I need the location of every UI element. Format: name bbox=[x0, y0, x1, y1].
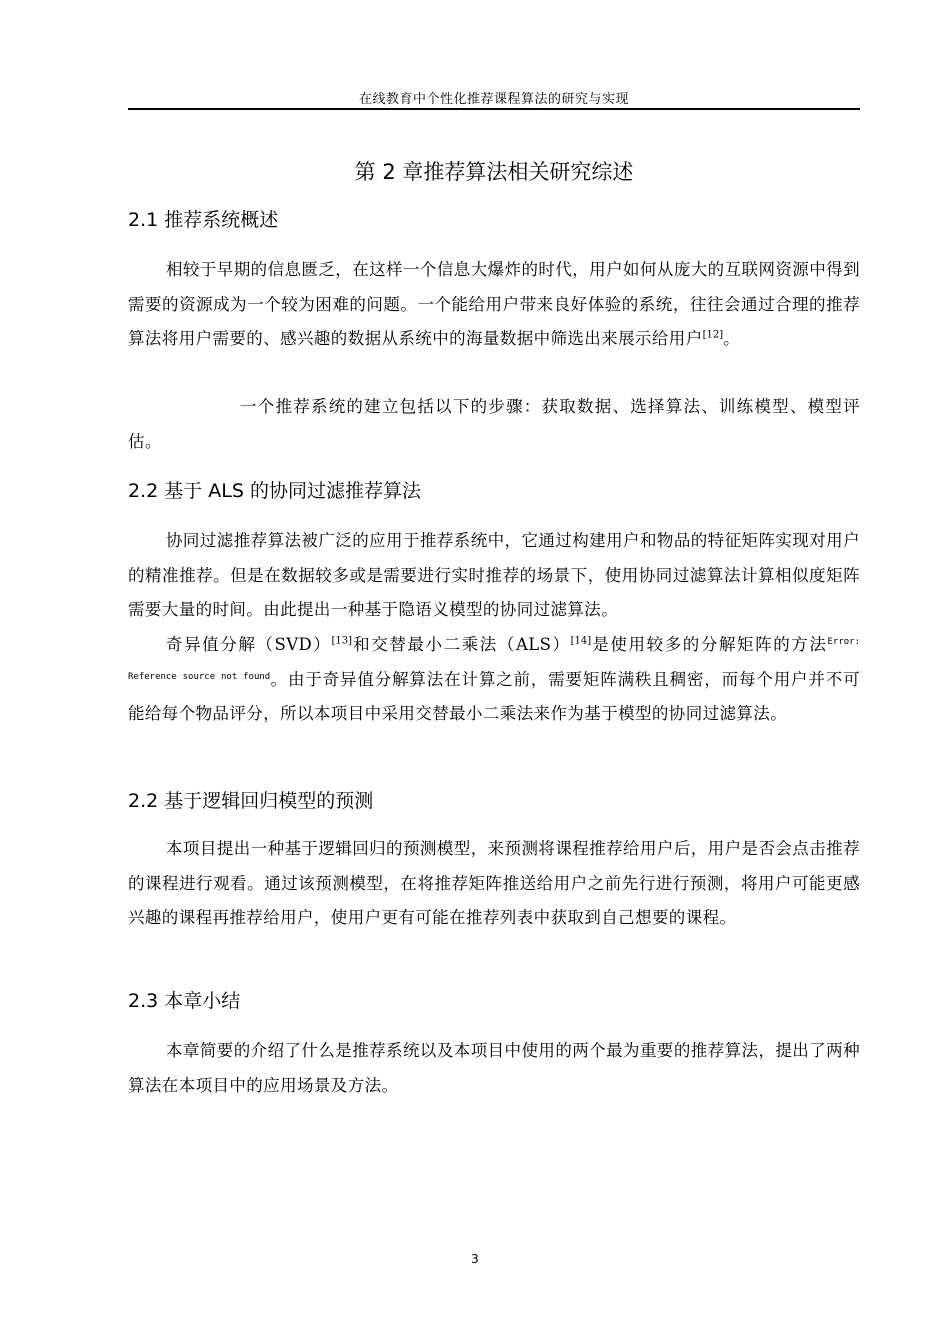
paragraph-text: 和交替最小二乘法（ALS） bbox=[351, 635, 571, 654]
citation-14: [14] bbox=[570, 635, 592, 647]
citation-12: [12] bbox=[702, 329, 724, 341]
section-heading-2-2-als: 2.2 基于 ALS 的协同过滤推荐算法 bbox=[128, 480, 421, 502]
section-heading-2-2-lr: 2.2 基于逻辑回归模型的预测 bbox=[128, 790, 374, 812]
paragraph-text: 相较于早期的信息匮乏，在这样一个信息大爆炸的时代，用户如何从庞大的互联网资源中得到需要的资源成为一个较为困难的问题。一个能给用户带来良好体验的系统，往往会通过合理的推荐算法将用户需要的、感兴趣的数据从系统中的海量数据中筛选出来展示给用户 bbox=[128, 260, 860, 348]
paragraph-intro bbox=[128, 253, 860, 357]
header-rule bbox=[128, 108, 860, 110]
paragraph-logistic-regression: 本项目提出一种基于逻辑回归的预测模型，来预测将课程推荐给用户后，用户是否会点击推荐的课程进行观看。通过该预测模型，在将推荐矩阵推送给用户之前先行进行预测，将用户可能更感兴趣的课程再推荐给用户，使用户更有可能在推荐列表中获取到自己想要的课程。 bbox=[128, 839, 860, 927]
paragraph-end: 。 bbox=[723, 329, 741, 348]
paragraph-svd-als bbox=[128, 628, 860, 732]
paragraph-steps: 一个推荐系统的建立包括以下的步骤：获取数据、选择算法、训练模型、模型评估。 bbox=[128, 397, 860, 451]
section-heading-2-1: 2.1 推荐系统概述 bbox=[128, 209, 279, 231]
paragraph-text: 是使用较多的分解矩阵的方法 bbox=[591, 635, 828, 654]
paragraph-collaborative-filtering: 协同过滤推荐算法被广泛的应用于推荐系统中，它通过构建用户和物品的特征矩阵实现对用户的精准推荐。但是在数据较多或是需要进行实时推荐的场景下，使用协同过滤算法计算相似度矩阵需要大量的时间。由此提出一种基于隐语义模型的协同过滤算法。 bbox=[128, 531, 860, 619]
paragraph-summary: 本章简要的介绍了什么是推荐系统以及本项目中使用的两个最为重要的推荐算法，提出了两种算法在本项目中的应用场景及方法。 bbox=[128, 1041, 860, 1095]
reference-error-note: Error: Reference source not found bbox=[128, 637, 860, 682]
page-number: 3 bbox=[471, 1252, 479, 1266]
paragraph-text: 。由于奇异值分解算法在计算之前，需要矩阵满秩且稠密，而每个用户并不可能给每个物品评分，所以本项目中采用交替最小二乘法来作为基于模型的协同过滤算法。 bbox=[128, 669, 860, 723]
paragraph-text: 奇异值分解（SVD） bbox=[166, 635, 332, 654]
chapter-title: 第 2 章推荐算法相关研究综述 bbox=[354, 160, 634, 184]
section-heading-2-3: 2.3 本章小结 bbox=[128, 990, 241, 1012]
citation-13: [13] bbox=[331, 635, 352, 647]
running-header: 在线教育中个性化推荐课程算法的研究与实现 bbox=[358, 92, 629, 107]
